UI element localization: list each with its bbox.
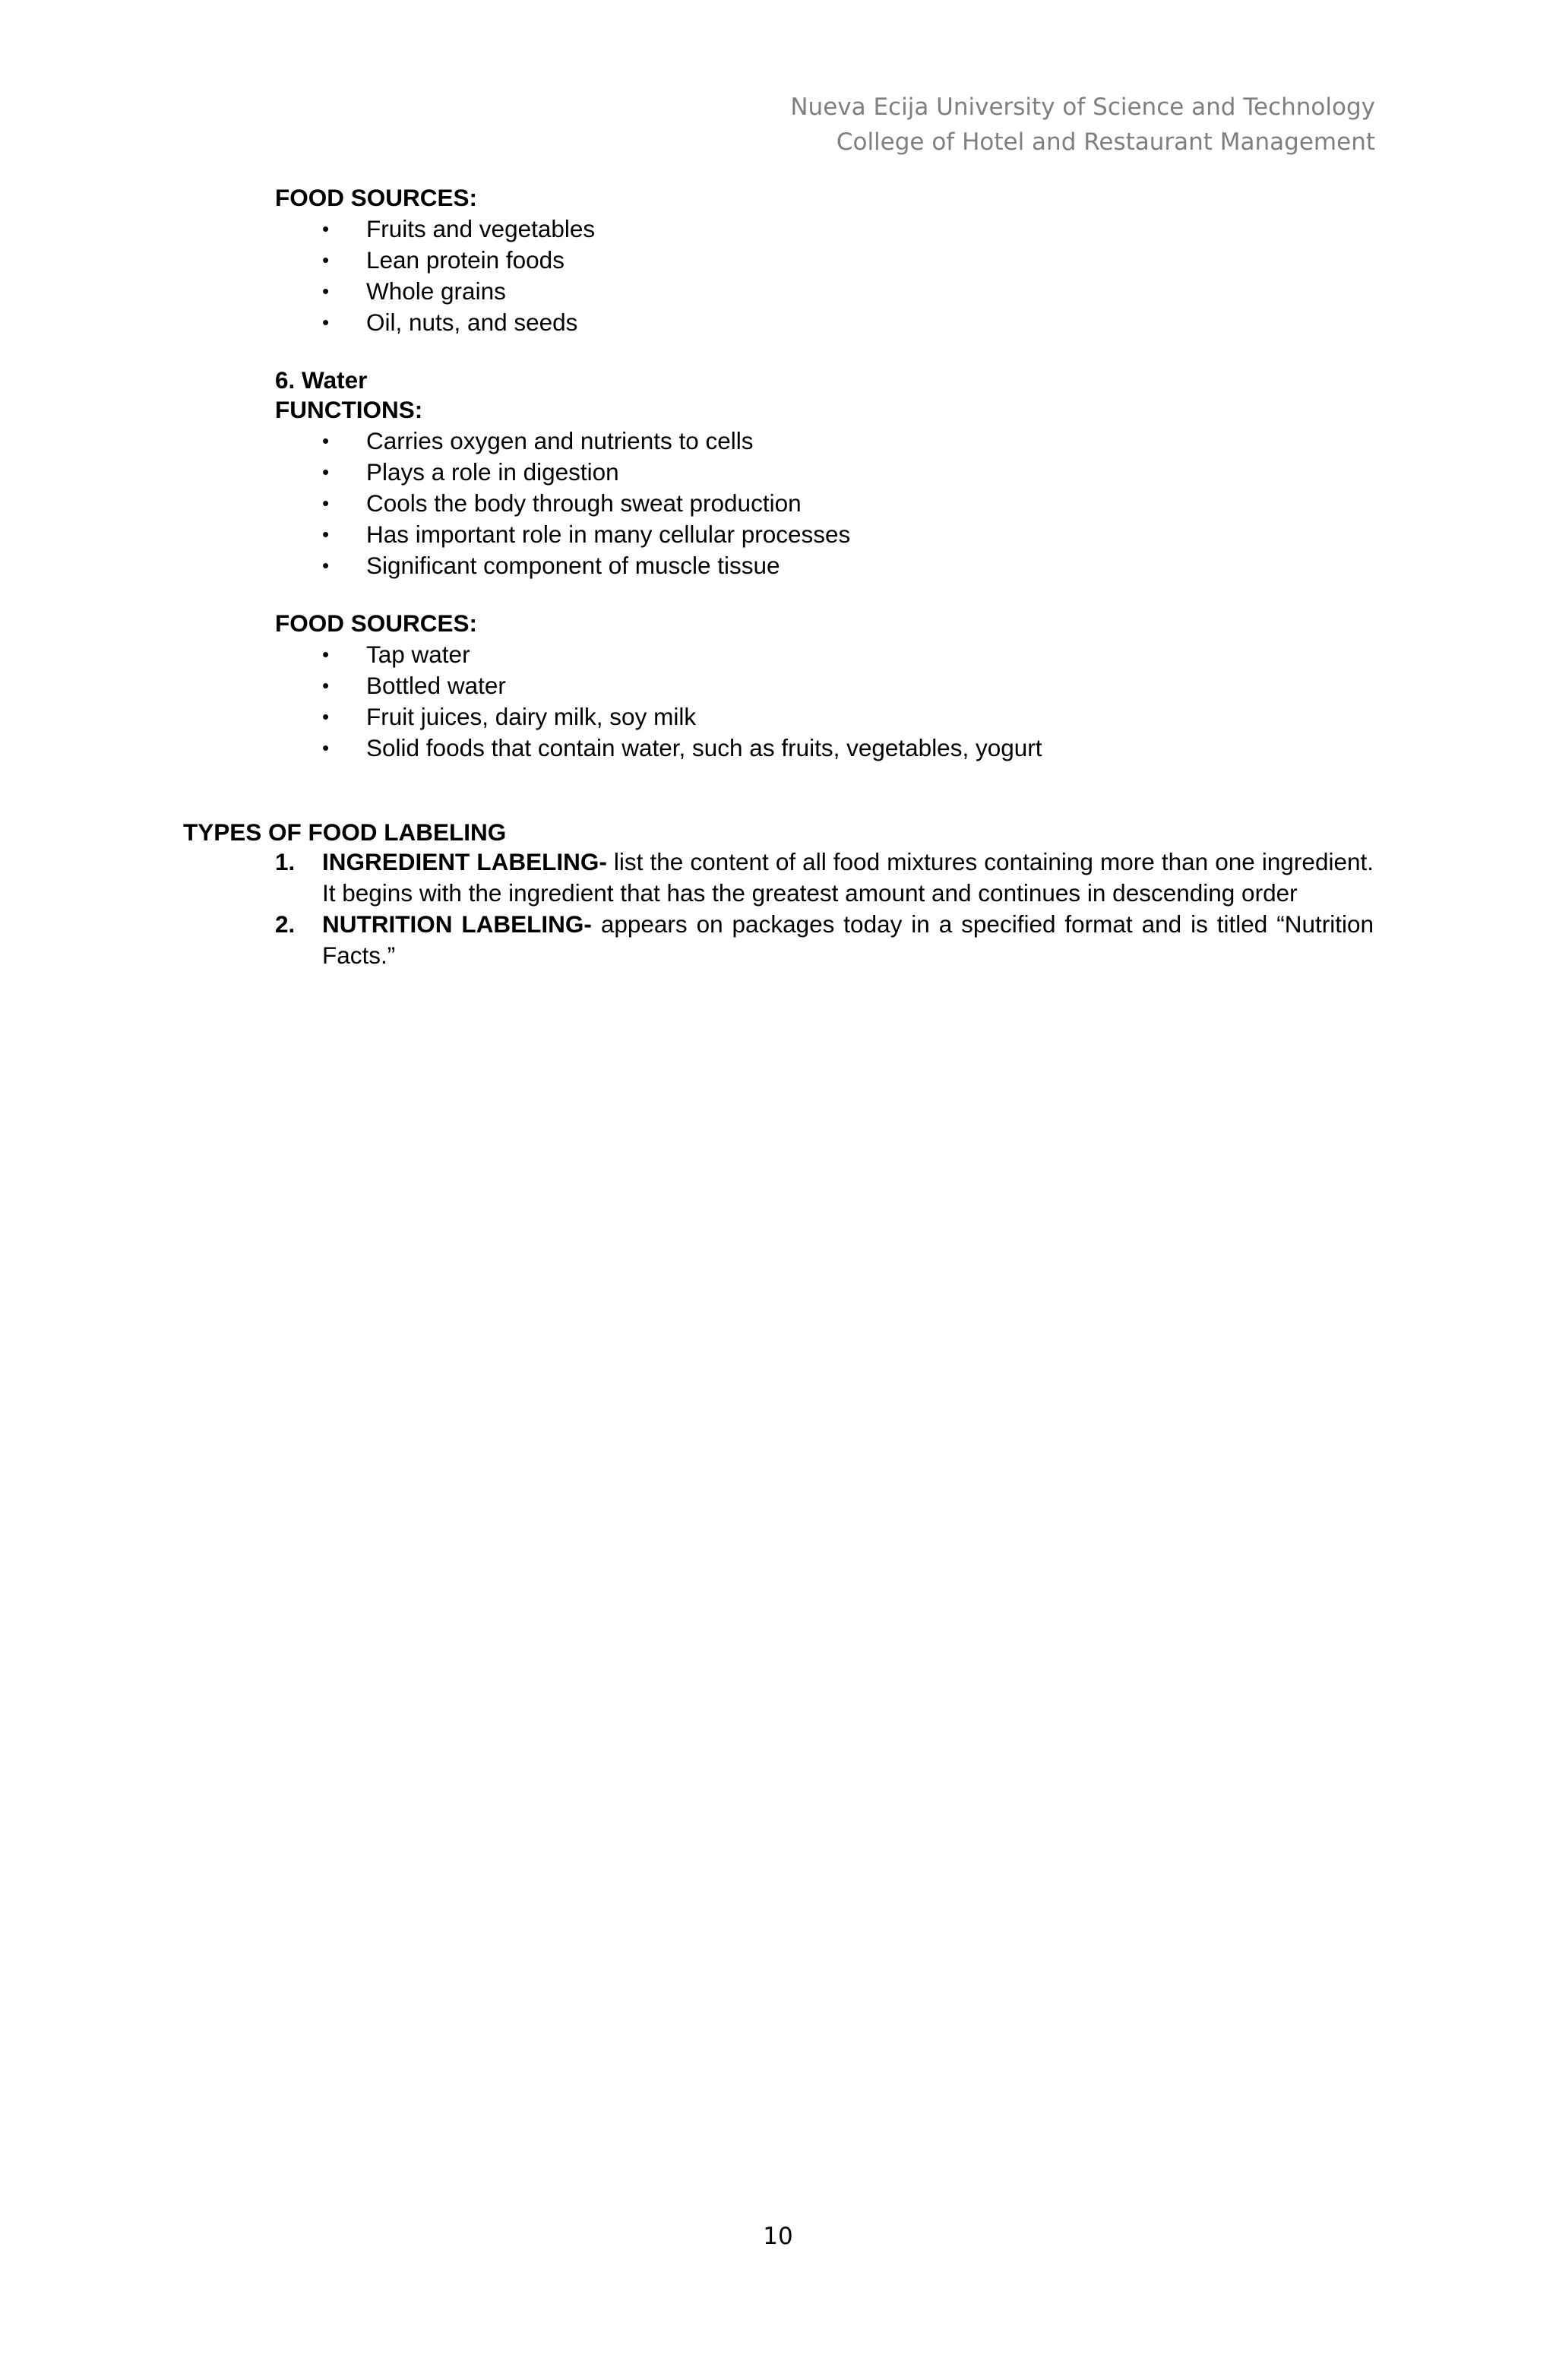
list-number: 2. (275, 910, 296, 938)
list-item: • Fruit juices, dairy milk, soy milk (321, 701, 1042, 733)
bullet-icon: • (322, 492, 330, 514)
food-sources-list (321, 214, 595, 338)
bullet-icon: • (322, 311, 330, 334)
bullet-icon: • (322, 217, 330, 240)
bullet-icon: • (322, 248, 330, 271)
list-item: • Lean protein foods (321, 245, 595, 276)
functions-heading: FUNCTIONS: (275, 396, 423, 423)
list-item: • Solid foods that contain water, such as fruits, vegetables, yogurt (321, 733, 1042, 764)
bullet-icon: • (322, 643, 330, 666)
food-labeling-heading: TYPES OF FOOD LABELING (183, 818, 507, 846)
list-item: • Fruits and vegetables (321, 214, 595, 245)
bullet-icon: • (322, 280, 330, 302)
water-food-sources-list (321, 639, 1042, 764)
term-nutrition-labeling: NUTRITION LABELING- (322, 910, 592, 938)
header-college-name: College of Hotel and Restaurant Management (836, 128, 1375, 156)
bullet-icon: • (322, 429, 330, 452)
definition-text: list the content of all food mixtures containing more than one ingredient. It begins with the ingredient that has the greatest amount and continues in descending order (322, 848, 1374, 907)
list-item: • Bottled water (321, 670, 1042, 701)
food-sources-heading: FOOD SOURCES: (275, 184, 478, 211)
list-item: • Carries oxygen and nutrients to cells (321, 426, 850, 457)
water-section-title: 6. Water (275, 366, 368, 394)
bullet-icon: • (322, 460, 330, 483)
list-item-nutrition-labeling (275, 909, 1374, 971)
definition-text: appears on packages today in a specified format and is titled “Nutrition Facts.” (322, 910, 1374, 969)
list-item: • Cools the body through sweat production (321, 488, 850, 519)
page-header (790, 90, 1375, 160)
bullet-icon: • (322, 523, 330, 546)
list-number: 1. (275, 848, 296, 875)
list-item: • Oil, nuts, and seeds (321, 307, 595, 338)
list-item: • Whole grains (321, 276, 595, 307)
list-item: • Significant component of muscle tissue (321, 550, 850, 581)
header-university-name: Nueva Ecija University of Science and Technology (790, 93, 1375, 121)
term-ingredient-labeling: INGREDIENT LABELING- (322, 848, 607, 875)
food-labeling-list (275, 847, 1374, 971)
list-item-ingredient-labeling (275, 847, 1374, 909)
bullet-icon: • (322, 554, 330, 577)
bullet-icon: • (322, 705, 330, 728)
list-item: • Plays a role in digestion (321, 457, 850, 488)
bullet-icon: • (322, 736, 330, 759)
water-functions-list (321, 426, 850, 581)
list-item: • Tap water (321, 639, 1042, 670)
water-food-sources-heading: FOOD SOURCES: (275, 609, 478, 637)
bullet-icon: • (322, 674, 330, 697)
page-number: 10 (763, 2223, 793, 2250)
list-item: • Has important role in many cellular processes (321, 519, 850, 550)
